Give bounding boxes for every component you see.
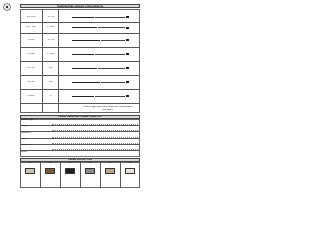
protection-column-header: IP xyxy=(108,162,112,164)
connector-icon xyxy=(126,95,129,97)
material-swatch xyxy=(45,168,55,174)
probe-illustration xyxy=(72,82,100,83)
protection-title: PROBE PROTECTION xyxy=(20,158,140,162)
connector-icon xyxy=(126,27,129,29)
probe-label: PT1000 xyxy=(27,52,35,55)
cable-illustration xyxy=(95,96,125,97)
probe-illustration xyxy=(72,27,97,28)
datasheet-page xyxy=(0,0,149,198)
form-field-label: Notes xyxy=(21,150,28,153)
sensor-code: NTC xyxy=(48,80,54,83)
probe-label: NTC3K xyxy=(27,80,35,83)
sensor-code: PT1000 xyxy=(47,52,55,55)
material-swatch xyxy=(85,168,95,174)
cable-illustration xyxy=(98,68,125,69)
connector-icon xyxy=(126,67,129,69)
protection-column-header: IP xyxy=(28,162,32,164)
cable-illustration xyxy=(95,54,125,55)
footnote-line-1: Probe length and cable length are customisable xyxy=(83,106,133,108)
cable-illustration xyxy=(98,27,125,28)
probe-label: PT100 xyxy=(27,38,35,41)
material-swatch xyxy=(65,168,75,174)
material-swatch xyxy=(25,168,35,174)
form-field-label: Length xyxy=(21,125,29,128)
cable-illustration xyxy=(101,82,125,83)
form-field-label: Diameter xyxy=(21,131,31,134)
sensor-code: PT100 xyxy=(47,38,55,41)
page-title: TEMPERATURE SENSOR CONFIGURATOR xyxy=(20,4,140,8)
form-field-input[interactable] xyxy=(52,151,138,157)
probe-illustration xyxy=(72,54,94,55)
protection-column-header: IP xyxy=(128,162,132,164)
protection-column-header: IP xyxy=(68,162,72,164)
protection-column-header: IP xyxy=(88,162,92,164)
probe-illustration xyxy=(72,40,100,41)
cable-illustration xyxy=(101,40,125,41)
footnote-line-2: see page 2 xyxy=(102,108,114,111)
probe-illustration xyxy=(72,17,94,18)
sensor-code: PT1000 xyxy=(47,26,55,29)
connector-icon xyxy=(126,16,129,18)
cable-illustration xyxy=(95,17,125,18)
form-title: PROBE ORDERING CHARACTERISTICS xyxy=(20,115,140,119)
form-field-label: Cable xyxy=(21,138,27,141)
probe-illustration xyxy=(72,68,97,69)
connector-icon xyxy=(126,81,129,83)
probe-label: NTC10K xyxy=(26,15,36,18)
probe-label: PT500 xyxy=(27,94,35,97)
probe-label: NTC 10K xyxy=(26,26,36,29)
probe-label: NTC 2K xyxy=(27,66,35,69)
probe-illustration xyxy=(72,96,94,97)
sensor-code: NTC xyxy=(48,66,54,69)
connector-icon xyxy=(126,39,129,41)
connector-icon xyxy=(126,53,129,55)
material-swatch xyxy=(105,168,115,174)
sensor-code: PT100 xyxy=(47,15,55,18)
form-field-label: Connection xyxy=(21,144,33,147)
protection-column-header: IP xyxy=(48,162,52,164)
form-field-label: Sensor type xyxy=(21,119,34,122)
material-swatch xyxy=(125,168,135,174)
sensor-code: PT xyxy=(49,94,53,97)
company-logo xyxy=(3,3,11,11)
